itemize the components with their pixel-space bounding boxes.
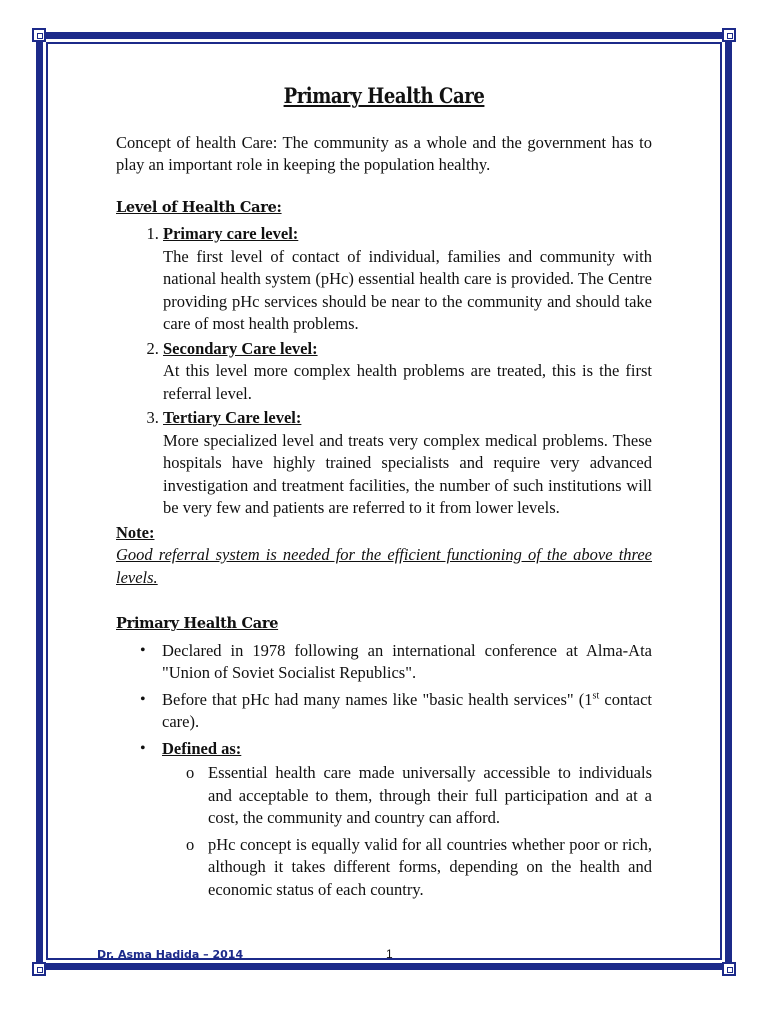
- defined-as-heading: Defined as:: [162, 738, 242, 758]
- note-text: Good referral system is needed for the efficient functioning of the above three levels.: [116, 545, 652, 587]
- level-item-primary: [163, 223, 652, 336]
- level-item-tertiary: [163, 407, 652, 520]
- border-corner-top-left: [32, 28, 46, 42]
- bullet-text: Declared in 1978 following an international conference at Alma-Ata "Union of Soviet Socialist Republics".: [162, 640, 652, 682]
- bullet-icon: •: [140, 690, 146, 708]
- level-title: Primary care level:: [163, 224, 299, 243]
- circle-bullet-icon: o: [186, 834, 195, 854]
- list-item: [140, 640, 652, 685]
- definition-list: [162, 762, 652, 901]
- level-text: At this level more complex health problems are treated, this is the first referral level.: [163, 361, 652, 403]
- border-corner-top-right: [722, 28, 736, 42]
- bullet-icon: •: [140, 739, 146, 757]
- footer-author: Dr. Asma Hadida – 2014: [97, 948, 244, 961]
- definition-text: Essential health care made universally accessible to individuals and acceptable to them, through their full participation and at a cost, the community and country can afford.: [208, 763, 652, 827]
- level-text: The first level of contact of individual, families and community with national health system (pHc) essential health care is provided. The Centre providing pHc services should be near to the community and should take care of most health problems.: [163, 246, 652, 333]
- levels-heading: Level of Health Care:: [116, 198, 282, 216]
- superscript-st: st: [592, 690, 600, 701]
- level-title: Tertiary Care level:: [163, 408, 302, 427]
- phc-bullet-list: [116, 640, 652, 902]
- intro-paragraph: Concept of health Care: The community as a whole and the government has to play an important role in keeping the population healthy.: [116, 132, 652, 174]
- bullet-icon: •: [140, 641, 146, 659]
- bullet-text: Before that pHc had many names like "basic health services" (1: [162, 689, 593, 709]
- level-item-secondary: [163, 338, 652, 406]
- circle-bullet-icon: o: [186, 763, 195, 782]
- list-item: [186, 762, 652, 830]
- list-item: [186, 834, 652, 902]
- list-item: [140, 738, 652, 902]
- level-title: Secondary Care level:: [163, 338, 318, 358]
- level-text: More specialized level and treats very complex medical problems. These hospitals have highly trained specialists and require very advanced investigation and treatment facilities, the number of such institutions will be very few and patients are referred to it from lower levels.: [163, 430, 652, 517]
- border-corner-bottom-right: [722, 962, 736, 976]
- bullet-text-cont: contact care).: [162, 689, 653, 731]
- document-body: [116, 85, 652, 905]
- page-title: Primary Health Care: [283, 83, 485, 108]
- list-item: [140, 689, 653, 734]
- border-corner-bottom-left: [32, 962, 46, 976]
- note-heading: Note:: [116, 522, 155, 542]
- levels-list: [116, 223, 652, 520]
- footer-page-number: 1: [386, 947, 393, 961]
- phc-heading: Primary Health Care: [116, 615, 279, 632]
- definition-text: pHc concept is equally valid for all countries whether poor or rich, although it takes different forms, depending on the health and economic status of each country.: [208, 834, 652, 899]
